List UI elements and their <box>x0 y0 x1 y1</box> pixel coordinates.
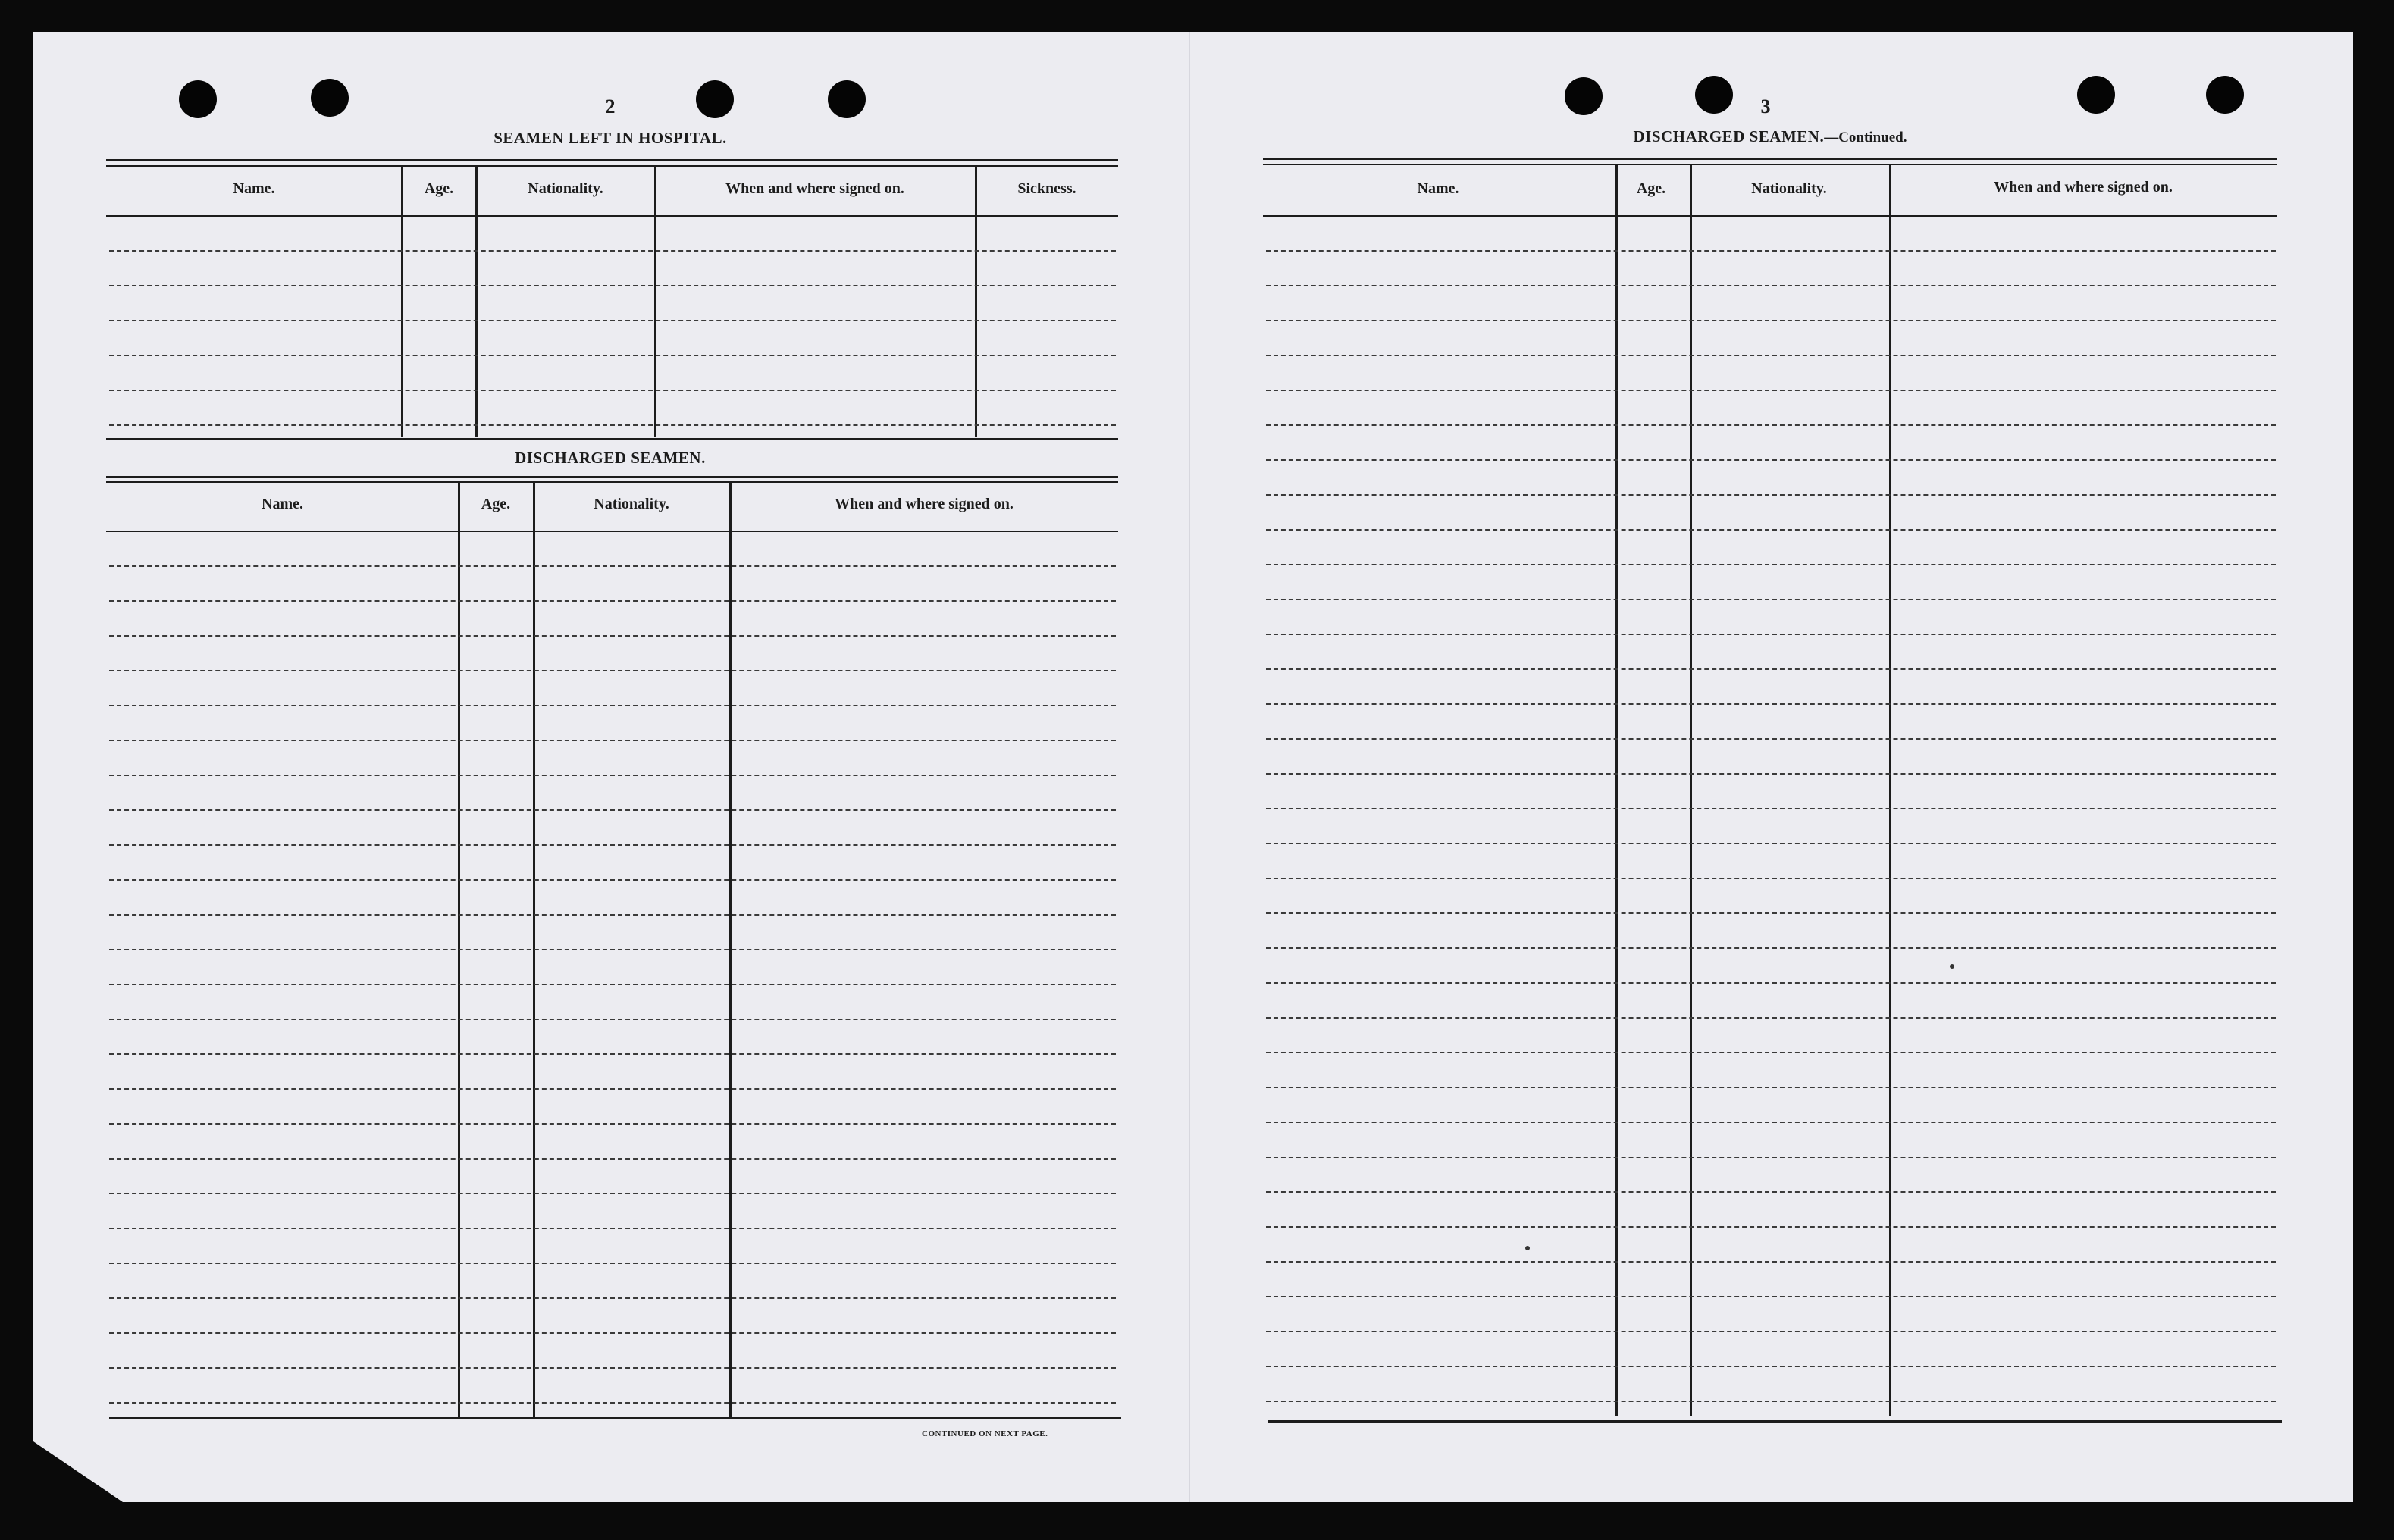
table-row <box>109 600 1116 602</box>
table-row <box>1266 982 2276 984</box>
column-divider <box>975 167 977 437</box>
column-divider <box>475 167 478 437</box>
table-row <box>109 844 1116 846</box>
table-top-rule <box>106 165 1118 167</box>
table-bottom-rule <box>106 438 1118 440</box>
table-row <box>1266 250 2276 252</box>
punch-hole <box>1565 77 1603 115</box>
table-row <box>109 1123 1116 1125</box>
discharged-section-title: DISCHARGED SEAMEN. <box>515 449 706 467</box>
page-number: 2 <box>605 95 616 117</box>
header-underline <box>1263 215 2277 217</box>
table-row <box>109 1193 1116 1194</box>
column-divider <box>1690 165 1692 1416</box>
table-row <box>1266 773 2276 775</box>
table-row <box>109 1332 1116 1334</box>
table-row <box>1266 634 2276 635</box>
table-row <box>109 285 1116 286</box>
punch-hole <box>179 80 217 118</box>
column-divider <box>1615 165 1618 1416</box>
table-row <box>109 1158 1116 1160</box>
table-row <box>109 355 1116 356</box>
column-header-nationality: Nationality. <box>1751 180 1827 197</box>
table-row <box>1266 390 2276 391</box>
table-top-rule <box>106 476 1118 478</box>
table-row <box>1266 1296 2276 1297</box>
table-row <box>109 1402 1116 1404</box>
table-row <box>109 565 1116 567</box>
column-header-age: Age. <box>481 496 511 512</box>
table-row <box>109 320 1116 321</box>
table-row <box>1266 320 2276 321</box>
document-sheet <box>33 32 2353 1502</box>
paper-speck <box>1950 964 1954 969</box>
table-row <box>1266 1087 2276 1088</box>
table-bottom-rule <box>1268 1420 2282 1423</box>
column-header-signed-on: When and where signed on. <box>1994 179 2173 196</box>
column-divider <box>533 483 535 1419</box>
column-header-sickness: Sickness. <box>1017 180 1076 197</box>
table-top-rule <box>1263 158 2277 160</box>
table-top-rule <box>106 159 1118 161</box>
header-underline <box>106 215 1118 217</box>
table-row <box>1266 494 2276 496</box>
table-row <box>1266 1331 2276 1332</box>
table-row <box>1266 1366 2276 1367</box>
table-row <box>109 775 1116 776</box>
column-divider <box>1889 165 1891 1416</box>
column-divider <box>458 483 460 1419</box>
table-row <box>1266 878 2276 879</box>
table-row <box>1266 529 2276 531</box>
table-row <box>1266 459 2276 461</box>
table-row <box>109 879 1116 881</box>
column-header-name: Name. <box>233 180 275 197</box>
punch-hole <box>828 80 866 118</box>
table-row <box>109 740 1116 741</box>
page-fold <box>1189 32 1190 1502</box>
table-row <box>109 1088 1116 1090</box>
column-divider <box>654 167 656 437</box>
table-row <box>1266 1157 2276 1158</box>
section-title-text: DISCHARGED SEAMEN. <box>1633 127 1825 146</box>
hospital-section-title: SEAMEN LEFT IN HOSPITAL. <box>494 129 727 147</box>
table-row <box>109 635 1116 637</box>
table-row <box>1266 1122 2276 1123</box>
page-number: 3 <box>1760 95 1771 117</box>
table-row <box>1266 355 2276 356</box>
table-row <box>109 390 1116 391</box>
table-row <box>109 914 1116 916</box>
table-row <box>1266 947 2276 949</box>
table-row <box>109 1053 1116 1055</box>
continued-note: CONTINUED ON NEXT PAGE. <box>922 1429 1048 1438</box>
header-underline <box>106 531 1118 532</box>
punch-hole <box>2206 76 2244 114</box>
table-row <box>109 1019 1116 1020</box>
column-header-nationality: Nationality. <box>528 180 603 197</box>
table-row <box>1266 808 2276 809</box>
table-row <box>109 1263 1116 1264</box>
punch-hole <box>1695 76 1733 114</box>
table-row <box>109 1297 1116 1299</box>
discharged-continued-title <box>1554 127 1986 146</box>
table-row <box>1266 1261 2276 1263</box>
table-row <box>1266 1401 2276 1402</box>
table-row <box>109 424 1116 426</box>
punch-hole <box>2077 76 2115 114</box>
table-row <box>1266 1191 2276 1193</box>
table-row <box>1266 1226 2276 1228</box>
paper-speck <box>1525 1246 1530 1250</box>
table-row <box>109 250 1116 252</box>
punch-hole <box>696 80 734 118</box>
table-row <box>109 670 1116 671</box>
table-row <box>1266 285 2276 286</box>
section-title-suffix: —Continued. <box>1824 130 1907 146</box>
column-header-signed-on: When and where signed on. <box>725 180 904 197</box>
table-row <box>109 949 1116 950</box>
table-top-rule <box>1263 164 2277 165</box>
table-bottom-rule <box>109 1417 1121 1419</box>
column-header-nationality: Nationality. <box>594 496 669 512</box>
table-row <box>1266 738 2276 740</box>
table-row <box>1266 1052 2276 1053</box>
table-row <box>1266 668 2276 670</box>
table-row <box>1266 1017 2276 1019</box>
table-row <box>109 705 1116 706</box>
table-row <box>109 984 1116 985</box>
table-row <box>1266 912 2276 914</box>
table-row <box>109 1367 1116 1369</box>
column-header-name: Name. <box>1417 180 1459 197</box>
punch-hole <box>311 79 349 117</box>
table-row <box>1266 564 2276 565</box>
table-row <box>109 1228 1116 1229</box>
table-row <box>1266 599 2276 600</box>
table-row <box>1266 424 2276 426</box>
table-top-rule <box>106 481 1118 483</box>
column-header-age: Age. <box>1636 180 1666 197</box>
column-divider <box>729 483 732 1419</box>
table-row <box>1266 703 2276 705</box>
column-header-signed-on: When and where signed on. <box>835 496 1014 512</box>
column-divider <box>401 167 403 437</box>
column-header-age: Age. <box>424 180 454 197</box>
table-row <box>1266 843 2276 844</box>
table-row <box>109 809 1116 811</box>
column-header-name: Name. <box>262 496 303 512</box>
